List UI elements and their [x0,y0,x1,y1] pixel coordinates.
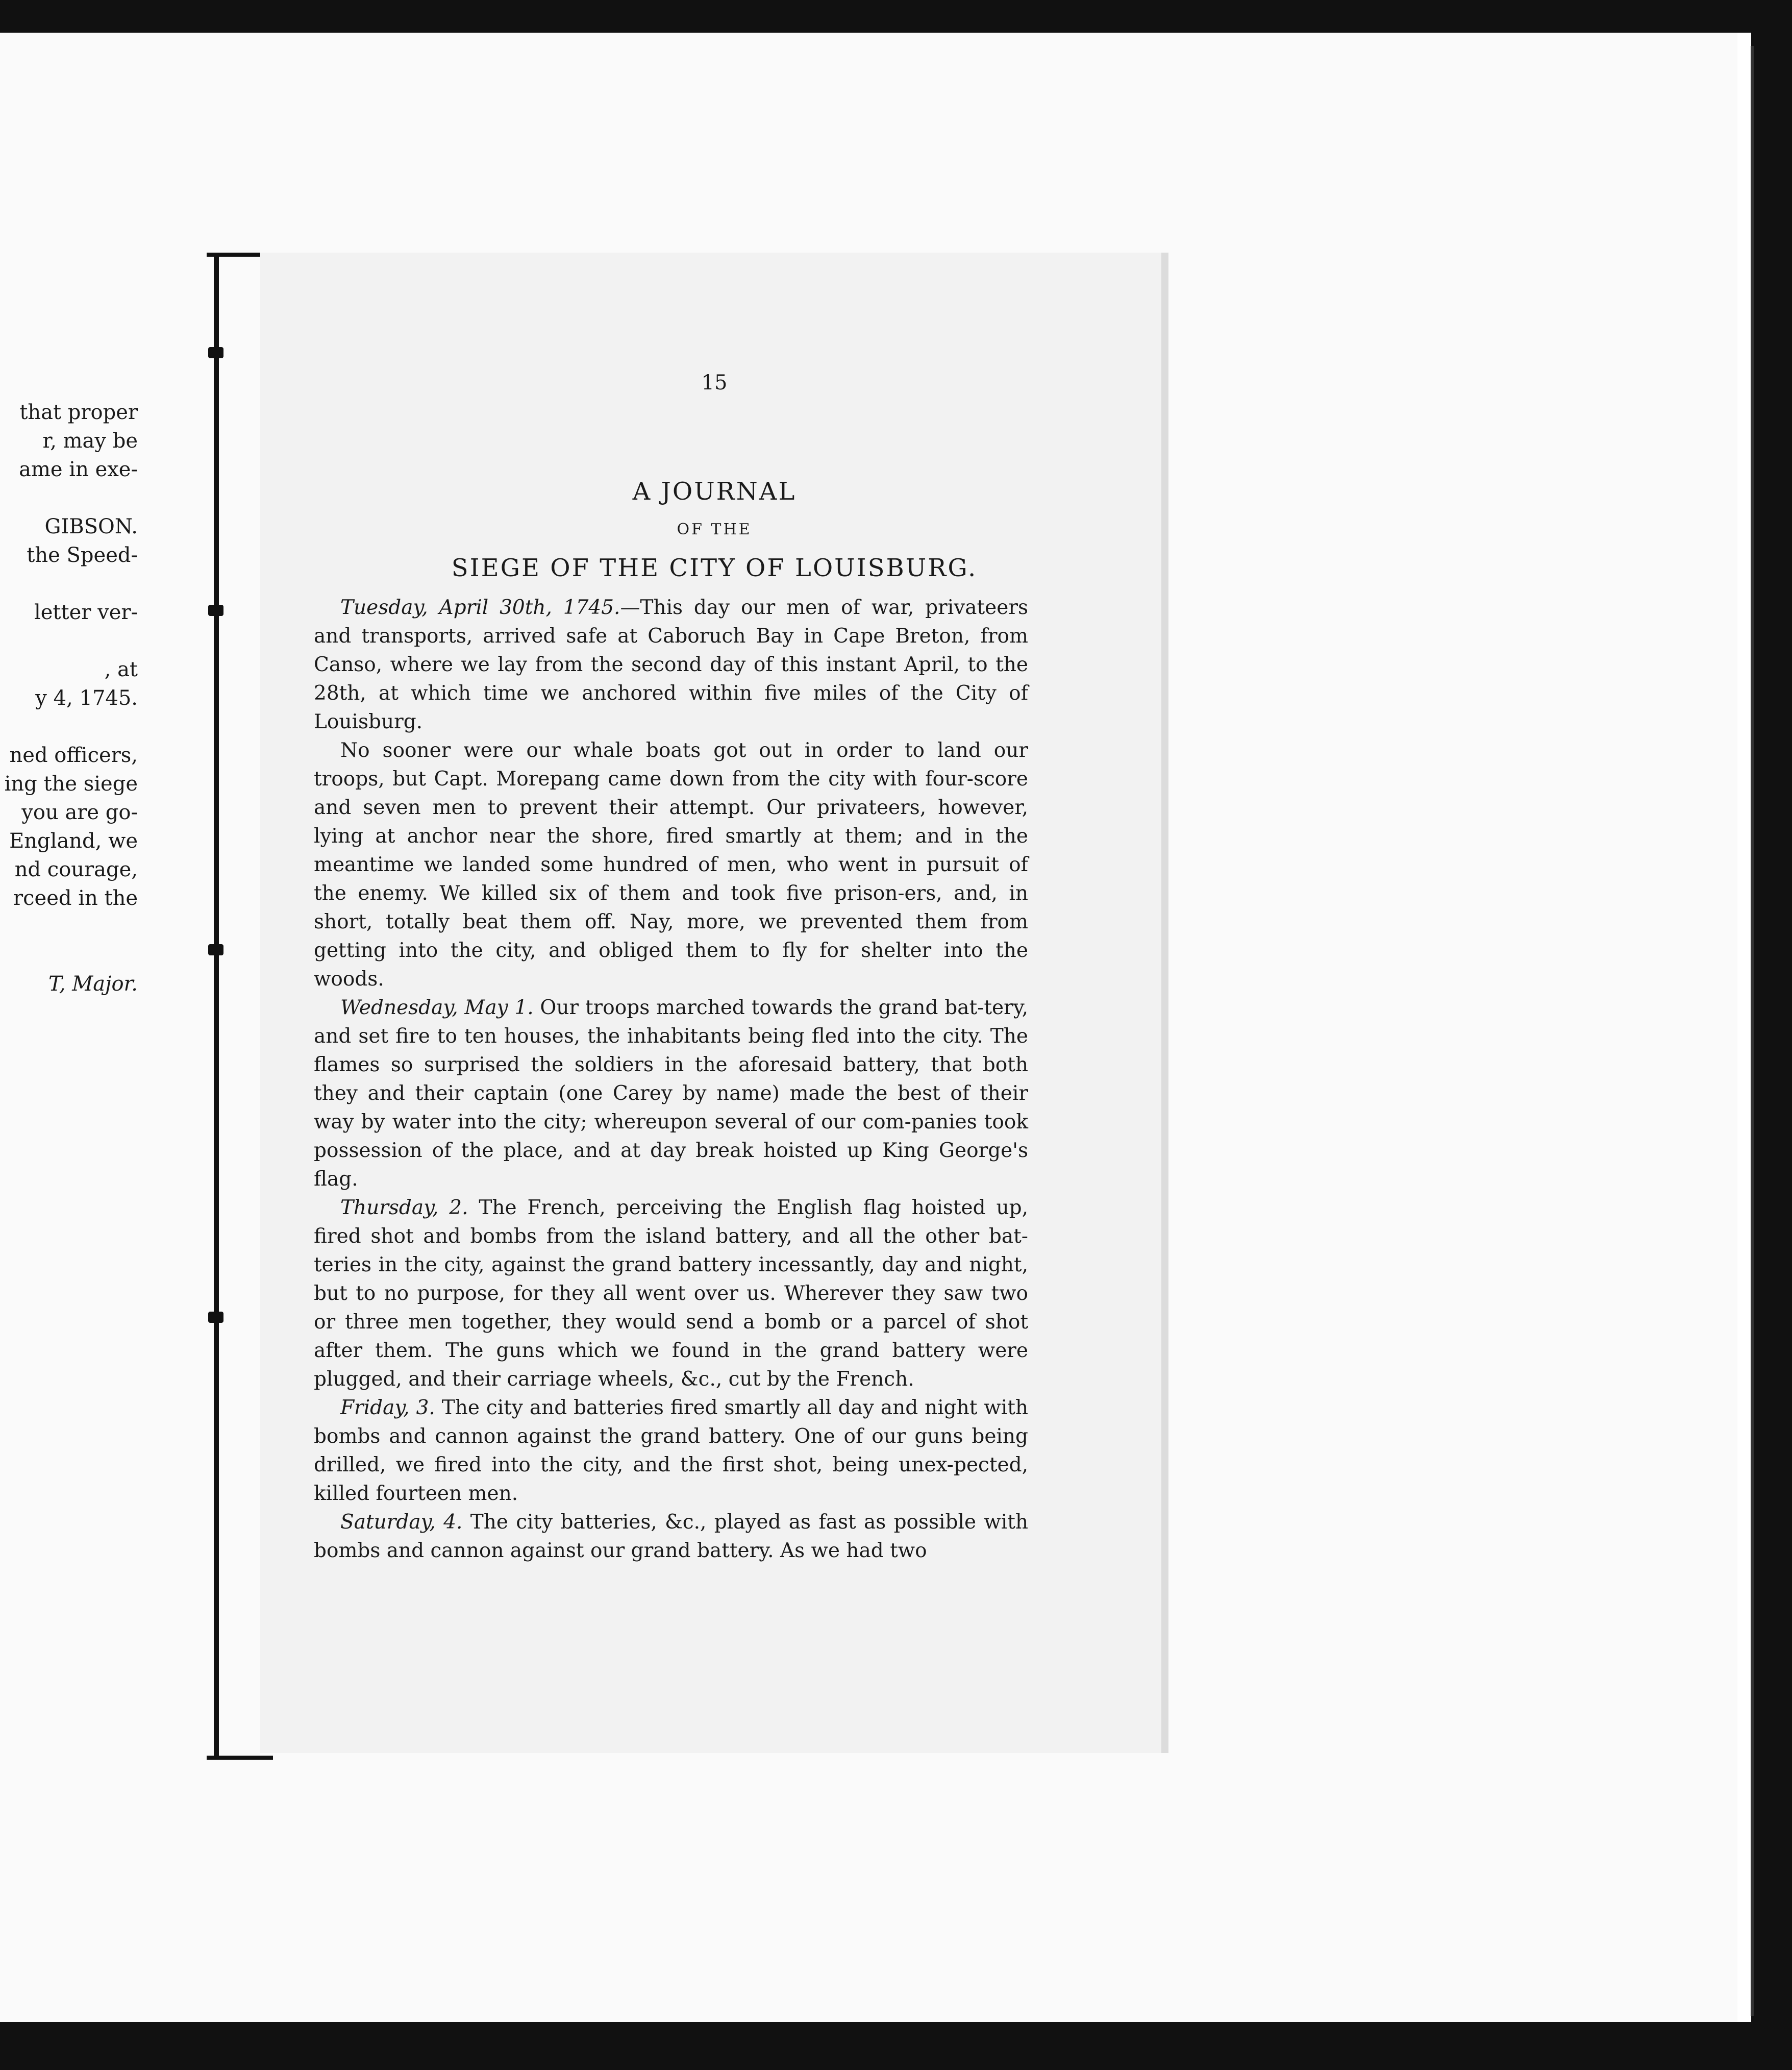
left-line: that proper [19,401,138,424]
book-page [260,253,1168,1753]
left-line: nd courage, [14,858,138,881]
left-line: y 4, 1745. [35,686,138,710]
left-line: ame in exe- [19,458,138,481]
left-line: , at [104,658,138,681]
left-line: ned officers, [9,744,138,767]
film-border-right-edge [1737,46,1754,2016]
paragraph [314,1508,1028,1565]
entry-date: Tuesday, April 30th, 1745. [340,596,620,619]
entry-text: No sooner were our whale boats got out in order to land our troops, but Capt. Morepang came down from the city with four-score and seven men to prevent their attempt. Our privateers, however, lying at anchor near the shore, fired smartly at them; and in the meantime we landed some hundred of men, who went in pursuit of the enemy. We killed six of them and took five prison-ers, and, in short, totally beat them off. Nay, more, we prevented them from getting into the city, and obliged them to fly for shelter into the woods. [314,739,1028,991]
left-line: r, may be [42,429,138,453]
page-number: 15 [701,371,728,395]
paragraph [314,1194,1028,1394]
paragraph [314,736,1028,994]
entry-text: Our troops marched towards the grand bat-tery, and set fire to ten houses, the inhabitants being fled into the city. The flames so surprised the soldiers in the aforesaid battery, that both they and their captain (one Carey by name) made the best of their way by water into the city; whereupon several of our com-panies took possession of the place, and at day break hoisted up King George's flag. [314,996,1028,1191]
left-line: T, Major. [48,972,138,996]
left-line: you are go- [21,801,138,824]
left-line [0,570,138,598]
spine-stitch [208,347,223,358]
spine-stitch [208,1312,223,1323]
paragraph [314,594,1028,736]
paragraph [314,994,1028,1194]
entry-date: Thursday, 2. [340,1196,468,1219]
left-line: GIBSON. [44,515,138,538]
binding-spine [214,253,219,1758]
film-border-right [1751,0,1792,2070]
entry-text: —This day our men of war, privateers and transports, arrived safe at Caboruch Bay in Cape Breton, from Canso, where we lay from the second day of this instant April, to the 28th, at which time we anchored within five miles of the City of Louisburg. [314,596,1028,733]
left-line [0,913,138,941]
entry-text: The city and batteries fired smartly all day and night with bombs and cannon against the grand battery. One of our guns being drilled, we fired into the city, and the first shot, being unex-pected, killed fourteen men. [314,1396,1029,1505]
entry-text: The city batteries, &c., played as fast as possible with bombs and cannon against our grand battery. As we had two [314,1511,1028,1562]
film-border-bottom [0,2022,1792,2070]
previous-page-fragment [0,398,138,1113]
title-line-3: SIEGE OF THE CITY OF LOUISBURG. [451,554,978,582]
paragraph [314,1394,1028,1508]
entry-date: Friday, 3. [340,1396,435,1419]
spine-cap-bottom [207,1756,273,1760]
left-line: the Speed- [27,544,138,567]
entry-date: Wednesday, May 1. [340,996,534,1019]
left-line [0,627,138,655]
left-line: rceed in the [13,886,138,910]
left-line: England, we [9,829,138,853]
spine-stitch [208,944,223,955]
journal-body [314,594,1028,1565]
film-border-top [0,0,1792,33]
title-line-2: OF THE [677,521,752,538]
left-line: ing the siege [4,772,138,796]
left-line [0,712,138,741]
entry-date: Saturday, 4. [340,1511,463,1534]
entry-text: The French, perceiving the English flag hoisted up, fired shot and bombs from the island battery, and all the other bat-teries in the city, against the grand battery incessantly, day and night, but to no purpose, for they all went over us. Wherever they saw two or three men together, they would send a bomb or a parcel of shot after them. The guns which we found in the grand battery were plugged, and their carriage wheels, &c., cut by the French. [314,1196,1028,1391]
left-line: letter ver- [34,601,138,624]
left-line [0,941,138,970]
left-line [0,484,138,512]
title-line-1: A JOURNAL [632,477,797,506]
spine-stitch [208,605,223,616]
